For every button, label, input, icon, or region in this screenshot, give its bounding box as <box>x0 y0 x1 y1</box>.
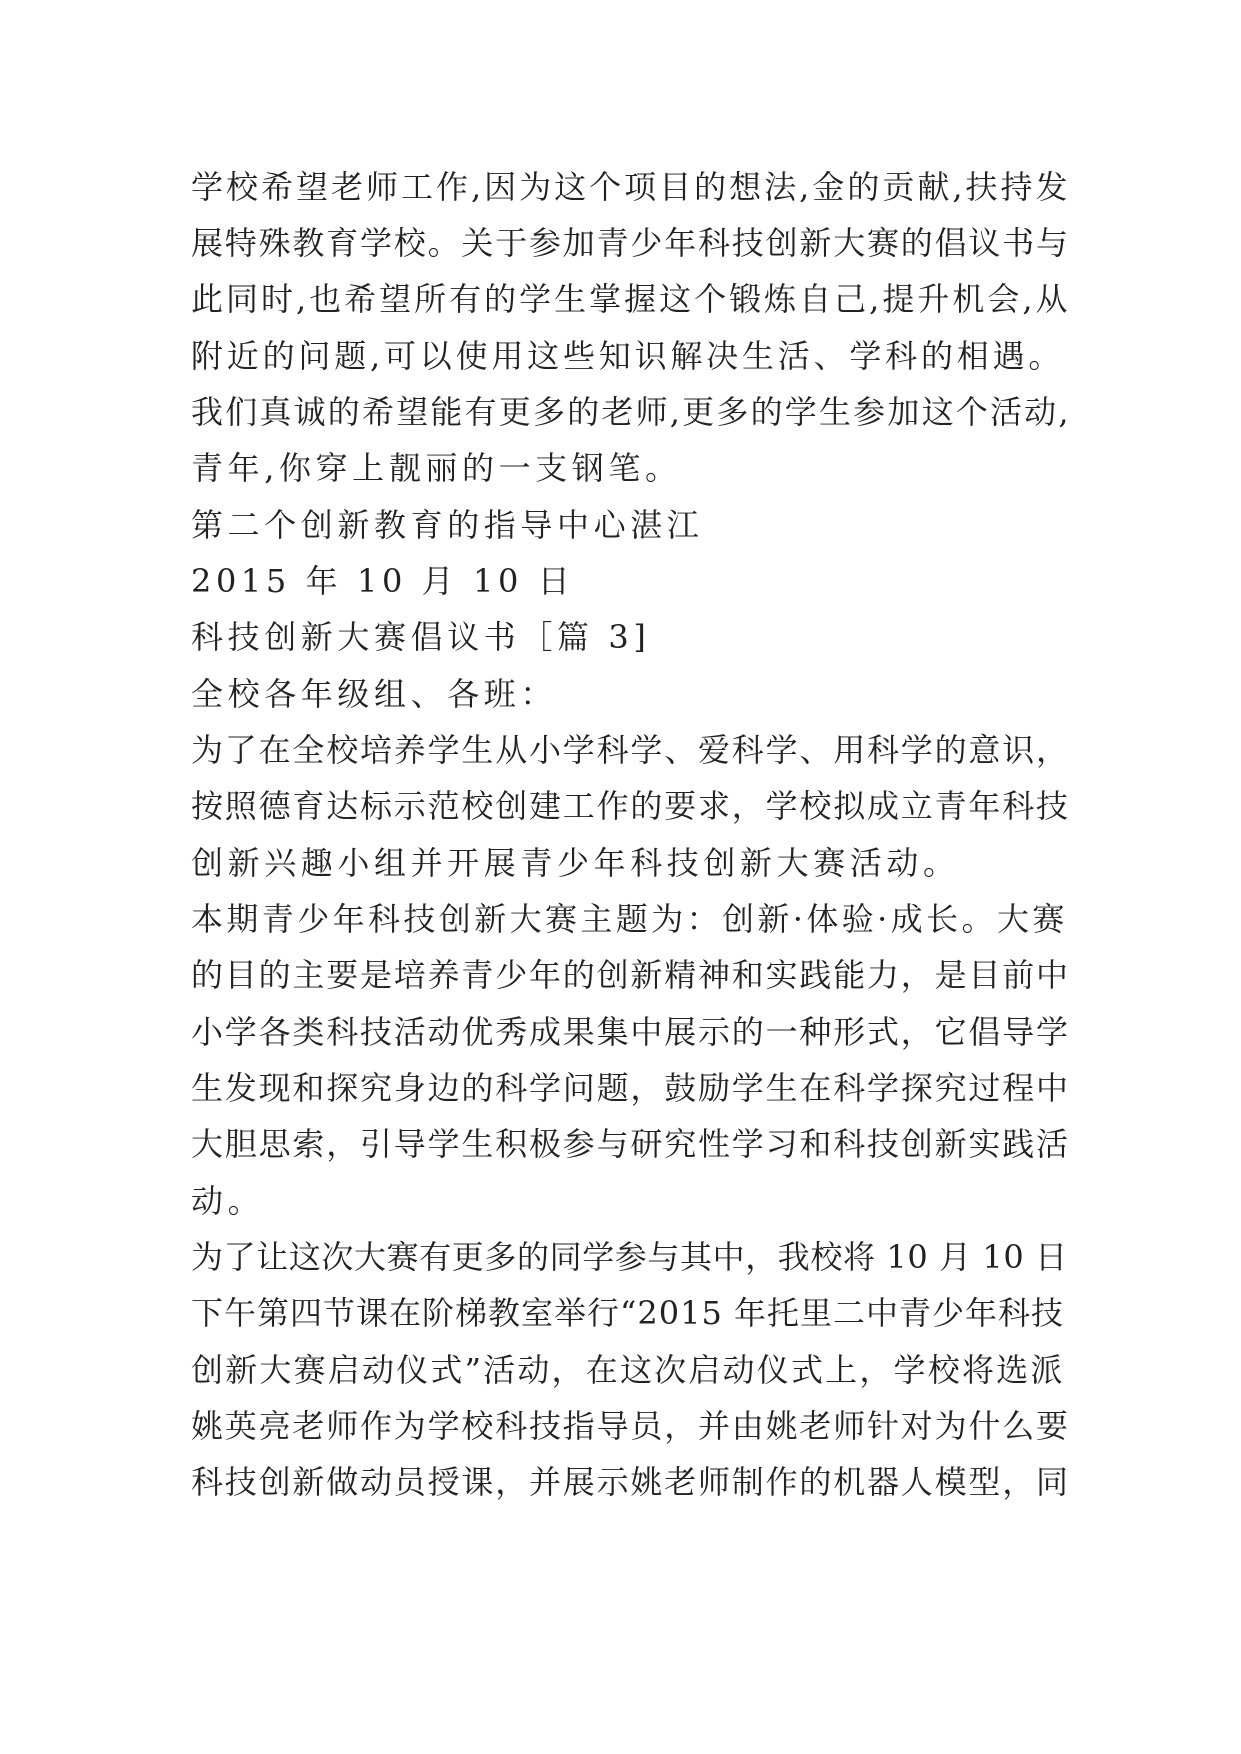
text-line: 下午第四节课在阶梯教室举行“2015 年托里二中青少年科技 <box>191 1294 1064 1332</box>
date-line: 2015 年 10 月 10 日 <box>191 562 575 600</box>
text-line: 的目的主要是培养青少年的创新精神和实践能力，是目前中 <box>191 956 1070 994</box>
salutation: 全校各年级组、各班： <box>191 675 558 713</box>
text-line: 大胆思索，引导学生积极参与研究性学习和科技创新实践活 <box>191 1125 1070 1163</box>
text-line: 此同时,也希望所有的学生掌握这个锻炼自己,提升机会,从 <box>191 280 1071 318</box>
text-line: 展特殊教育学校。关于参加青少年科技创新大赛的倡议书与 <box>191 224 1070 262</box>
text-line: 姚英亮老师作为学校科技指导员，并由姚老师针对为什么要 <box>191 1407 1070 1445</box>
text-line: 本期青少年科技创新大赛主题为：创新·体验·成长。大赛 <box>191 900 1068 938</box>
text-line: 科技创新做动员授课，并展示姚老师制作的机器人模型，同 <box>191 1463 1070 1501</box>
text-line: 为了让这次大赛有更多的同学参与其中，我校将 10 月 10 日 <box>191 1238 1068 1276</box>
text-line: 生发现和探究身边的科学问题，鼓励学生在科学探究过程中 <box>191 1069 1070 1107</box>
text-line: 创新兴趣小组并开展青少年科技创新大赛活动。 <box>191 844 960 882</box>
text-line: 附近的问题,可以使用这些知识解决生活、学科的相遇。 <box>191 337 1065 375</box>
text-line: 青年,你穿上靓丽的一支钢笔。 <box>191 449 682 487</box>
text-line: 我们真诚的希望能有更多的老师,更多的学生参加这个活动, <box>191 393 1071 431</box>
section-title: 科技创新大赛倡议书［篇 3] <box>191 618 651 656</box>
text-line: 学校希望老师工作,因为这个项目的想法,金的贡献,扶持发 <box>191 168 1071 206</box>
text-line: 第二个创新教育的指导中心湛江 <box>191 506 704 544</box>
text-line: 创新大赛启动仪式”活动，在这次启动仪式上，学校将选派 <box>191 1351 1065 1389</box>
text-line: 按照德育达标示范校创建工作的要求，学校拟成立青年科技 <box>191 787 1070 825</box>
text-line: 动。 <box>191 1182 265 1220</box>
text-line: 小学各类科技活动优秀成果集中展示的一种形式，它倡导学 <box>191 1013 1070 1051</box>
text-line: 为了在全校培养学生从小学科学、爱科学、用科学的意识， <box>191 731 1070 769</box>
